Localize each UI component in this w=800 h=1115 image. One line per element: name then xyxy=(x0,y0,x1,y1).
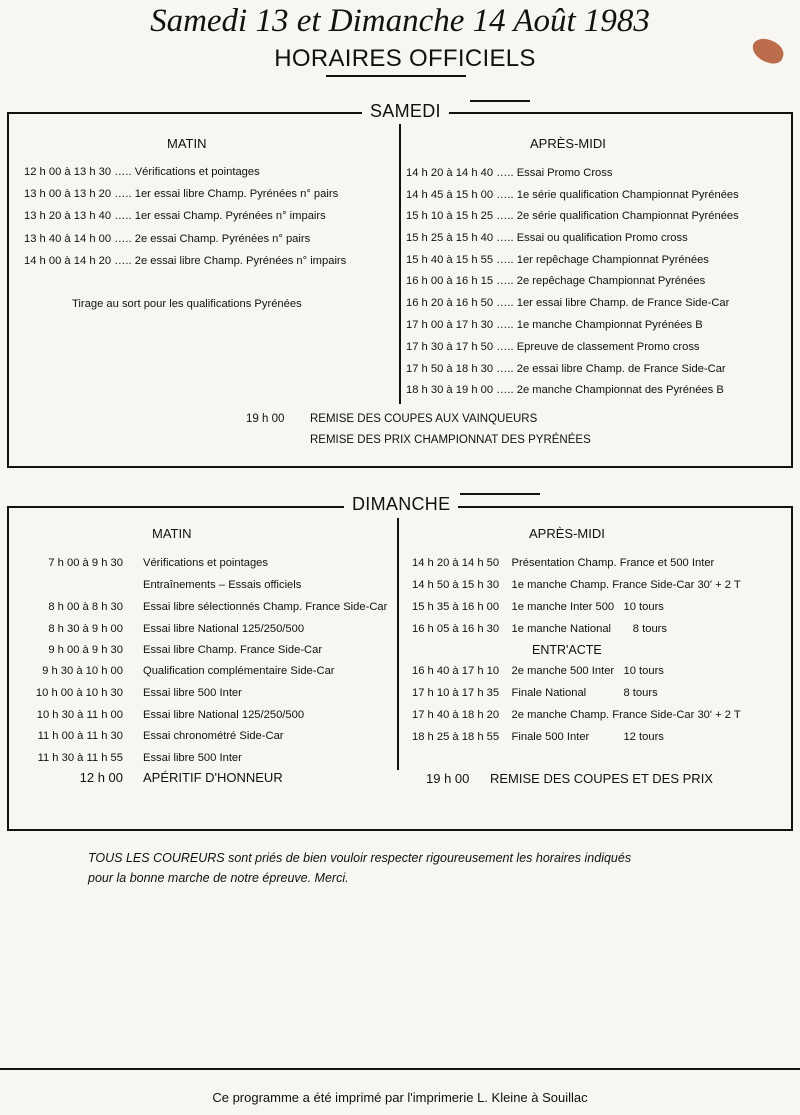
row-time: 17 h 00 à 17 h 30 xyxy=(406,319,494,331)
saturday-ceremony-line1: REMISE DES COUPES AUX VAINQUEURS xyxy=(310,413,538,425)
row-desc: APÉRITIF D'HONNEUR xyxy=(143,770,283,785)
row-desc: 1e série qualification Championnat Pyrénées xyxy=(516,189,739,201)
aperitif-row xyxy=(12,771,283,785)
row-desc: 2e essai libre Champ. Pyrénées n° impairs xyxy=(134,255,347,267)
row-desc: 2e manche Championnat des Pyrénées B xyxy=(516,384,724,396)
row-desc: 2e manche Champ. France Side-Car 30' + 2 T xyxy=(511,709,741,721)
row-time: 13 h 00 à 13 h 20 xyxy=(24,188,112,200)
schedule-row: 12 h 00 à 13 h 30 ….. Vérifications et pointages xyxy=(24,166,260,178)
saturday-column-divider xyxy=(399,124,401,404)
schedule-row xyxy=(12,751,242,765)
sunday-label-rule xyxy=(460,493,540,495)
row-desc: Essai libre National 125/250/500 xyxy=(143,709,305,721)
bottom-rule xyxy=(0,1068,800,1070)
schedule-row xyxy=(12,578,301,592)
schedule-row xyxy=(412,556,714,570)
schedule-row: 17 h 00 à 17 h 30 ….. 1e manche Championnat Pyrénées B xyxy=(406,319,703,331)
row-time: 16 h 40 à 17 h 10 xyxy=(412,665,500,677)
row-desc: Essai libre National 125/250/500 xyxy=(143,623,305,635)
saturday-morning-heading: MATIN xyxy=(167,136,207,151)
row-time: 17 h 50 à 18 h 30 xyxy=(406,363,494,375)
row-desc: 2e série qualification Championnat Pyrénées xyxy=(516,210,739,222)
draw-note: Tirage au sort pour les qualifications Pyrénées xyxy=(72,298,302,310)
page-title: Samedi 13 et Dimanche 14 Août 1983 xyxy=(150,3,650,39)
row-desc: 1e manche Championnat Pyrénées B xyxy=(516,319,703,331)
row-desc: Qualification complémentaire Side-Car xyxy=(143,665,335,677)
schedule-row xyxy=(12,622,304,636)
row-time: 8 h 00 à 8 h 30 xyxy=(48,601,123,613)
row-time: 13 h 40 à 14 h 00 xyxy=(24,233,112,245)
row-time: 8 h 30 à 9 h 00 xyxy=(48,623,123,635)
schedule-row: 16 h 00 à 16 h 15 ….. 2e repêchage Championnat Pyrénées xyxy=(406,275,706,287)
schedule-row: 16 h 20 à 16 h 50 ….. 1er essai libre Champ. de France Side-Car xyxy=(406,297,730,309)
schedule-row: 13 h 00 à 13 h 20 ….. 1er essai libre Champ. Pyrénées n° pairs xyxy=(24,188,339,200)
row-time: 17 h 40 à 18 h 20 xyxy=(412,709,500,721)
row-time: 10 h 30 à 11 h 00 xyxy=(36,709,123,721)
schedule-row xyxy=(412,578,741,592)
schedule-row: 13 h 20 à 13 h 40 ….. 1er essai Champ. Pyrénées n° impairs xyxy=(24,210,326,222)
subtitle-underline xyxy=(326,75,466,77)
schedule-row xyxy=(12,600,387,614)
row-desc: Essai Promo Cross xyxy=(516,167,613,179)
row-time: 17 h 10 à 17 h 35 xyxy=(412,687,500,699)
row-desc: Essai libre 500 Inter xyxy=(143,687,242,699)
row-desc: 2e essai libre Champ. de France Side-Car xyxy=(516,363,726,375)
saturday-afternoon-heading: APRÈS-MIDI xyxy=(530,136,606,151)
row-time: 9 h 30 à 10 h 00 xyxy=(42,665,123,677)
row-time: 15 h 35 à 16 h 00 xyxy=(412,601,500,613)
schedule-row xyxy=(412,622,667,636)
row-desc: 1e manche National 8 tours xyxy=(511,623,667,635)
row-time: 16 h 05 à 16 h 30 xyxy=(412,623,500,635)
entracte-label: ENTR'ACTE xyxy=(532,643,602,657)
schedule-row: 13 h 40 à 14 h 00 ….. 2e essai Champ. Pyrénées n° pairs xyxy=(24,233,311,245)
saturday-label-rule xyxy=(470,100,530,102)
row-desc: 1e manche Inter 500 10 tours xyxy=(511,601,664,613)
schedule-row xyxy=(412,708,741,722)
schedule-row: 15 h 10 à 15 h 25 ….. 2e série qualification Championnat Pyrénées xyxy=(406,210,739,222)
schedule-row xyxy=(412,664,664,678)
row-time: 16 h 20 à 16 h 50 xyxy=(406,297,494,309)
row-desc: 2e manche 500 Inter 10 tours xyxy=(511,665,664,677)
row-desc: Essai libre 500 Inter xyxy=(143,752,242,764)
row-desc: 1er essai Champ. Pyrénées n° impairs xyxy=(134,210,326,222)
schedule-row xyxy=(12,556,268,570)
schedule-row xyxy=(12,708,304,722)
sunday-ceremony-time: 19 h 00 xyxy=(426,771,470,786)
row-desc: Essai libre sélectionnés Champ. France Side-Car xyxy=(143,601,388,613)
printer-credit: Ce programme a été imprimé par l'imprimerie L. Kleine à Souillac xyxy=(212,1090,588,1105)
sunday-label: DIMANCHE xyxy=(344,494,458,514)
row-desc: Entraînements – Essais officiels xyxy=(143,579,302,591)
schedule-row xyxy=(412,686,658,700)
row-desc: 1er essai libre Champ. de France Side-Car xyxy=(516,297,730,309)
row-time: 11 h 30 à 11 h 55 xyxy=(37,752,123,764)
row-time: 14 h 00 à 14 h 20 xyxy=(24,255,112,267)
schedule-row xyxy=(412,600,664,614)
schedule-row xyxy=(12,686,242,700)
schedule-row: 15 h 25 à 15 h 40 ….. Essai ou qualification Promo cross xyxy=(406,232,688,244)
row-desc: Essai chronométré Side-Car xyxy=(143,730,284,742)
row-time: 7 h 00 à 9 h 30 xyxy=(48,557,123,569)
row-time: 13 h 20 à 13 h 40 xyxy=(24,210,112,222)
schedule-row: 15 h 40 à 15 h 55 ….. 1er repêchage Championnat Pyrénées xyxy=(406,254,709,266)
schedule-row: 14 h 00 à 14 h 20 ….. 2e essai libre Champ. Pyrénées n° impairs xyxy=(24,255,347,267)
row-time: 14 h 20 à 14 h 50 xyxy=(412,557,500,569)
row-time: 14 h 45 à 15 h 00 xyxy=(406,189,494,201)
row-time: 12 h 00 à 13 h 30 xyxy=(24,166,112,178)
riders-notice xyxy=(88,848,748,888)
row-desc: Essai ou qualification Promo cross xyxy=(516,232,688,244)
row-desc: Essai libre Champ. France Side-Car xyxy=(143,644,323,656)
row-desc: 1er essai libre Champ. Pyrénées n° pairs xyxy=(134,188,339,200)
row-time: 15 h 10 à 15 h 25 xyxy=(406,210,494,222)
row-desc: 1er repêchage Championnat Pyrénées xyxy=(516,254,709,266)
row-desc: Finale 500 Inter 12 tours xyxy=(511,731,664,743)
row-time: 9 h 00 à 9 h 30 xyxy=(48,644,123,656)
row-time: 15 h 25 à 15 h 40 xyxy=(406,232,494,244)
sunday-morning-heading: MATIN xyxy=(152,526,192,541)
row-desc: 2e repêchage Championnat Pyrénées xyxy=(516,275,706,287)
riders-notice-line2: pour la bonne marche de notre épreuve. Merci. xyxy=(88,871,349,885)
row-desc: Présentation Champ. France et 500 Inter xyxy=(511,557,715,569)
sunday-ceremony-text: REMISE DES COUPES ET DES PRIX xyxy=(490,771,713,786)
sunday-afternoon-heading: APRÈS-MIDI xyxy=(529,526,605,541)
saturday-label: SAMEDI xyxy=(362,101,449,121)
row-time: 18 h 25 à 18 h 55 xyxy=(412,731,500,743)
row-time: 15 h 40 à 15 h 55 xyxy=(406,254,494,266)
row-desc: Epreuve de classement Promo cross xyxy=(516,341,700,353)
row-desc: 2e essai Champ. Pyrénées n° pairs xyxy=(134,233,311,245)
row-desc: Finale National 8 tours xyxy=(511,687,658,699)
page-subtitle: HORAIRES OFFICIELS xyxy=(274,45,536,72)
row-time: 17 h 30 à 17 h 50 xyxy=(406,341,494,353)
schedule-row xyxy=(12,664,335,678)
schedule-row: 17 h 30 à 17 h 50 ….. Epreuve de classement Promo cross xyxy=(406,341,700,353)
row-desc: 1e manche Champ. France Side-Car 30' + 2 T xyxy=(511,579,741,591)
schedule-row: 14 h 45 à 15 h 00 ….. 1e série qualification Championnat Pyrénées xyxy=(406,189,739,201)
saturday-ceremony-time: 19 h 00 xyxy=(246,413,285,425)
row-time: 14 h 50 à 15 h 30 xyxy=(412,579,500,591)
row-time: 16 h 00 à 16 h 15 xyxy=(406,275,494,287)
riders-notice-line1: TOUS LES COUREURS sont priés de bien vouloir respecter rigoureusement les horaires indiqués xyxy=(88,851,632,865)
row-time: 10 h 00 à 10 h 30 xyxy=(35,687,123,699)
sunday-column-divider xyxy=(397,518,399,770)
row-time: 18 h 30 à 19 h 00 xyxy=(406,384,494,396)
schedule-row xyxy=(412,730,664,744)
row-desc: Vérifications et pointages xyxy=(143,557,269,569)
schedule-row xyxy=(12,643,322,657)
saturday-ceremony-line2: REMISE DES PRIX CHAMPIONNAT DES PYRÉNÉES xyxy=(310,434,591,446)
schedule-row: 18 h 30 à 19 h 00 ….. 2e manche Championnat des Pyrénées B xyxy=(406,384,724,396)
row-time: 14 h 20 à 14 h 40 xyxy=(406,167,494,179)
schedule-row: 17 h 50 à 18 h 30 ….. 2e essai libre Champ. de France Side-Car xyxy=(406,363,726,375)
schedule-row xyxy=(12,729,284,743)
row-time: 11 h 00 à 11 h 30 xyxy=(37,730,123,742)
row-time: 12 h 00 xyxy=(79,770,123,785)
row-desc: Vérifications et pointages xyxy=(134,166,260,178)
schedule-row: 14 h 20 à 14 h 40 ….. Essai Promo Cross xyxy=(406,167,613,179)
